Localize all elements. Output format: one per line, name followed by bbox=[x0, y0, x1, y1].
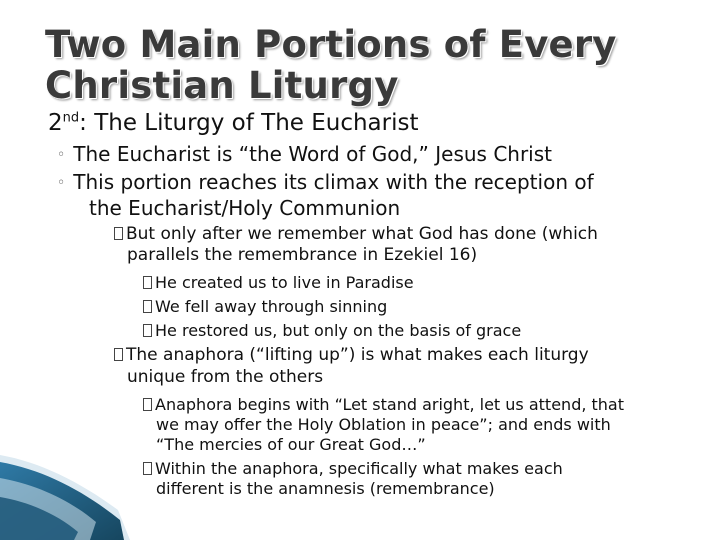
level3-item-1-continuation bbox=[127, 245, 477, 266]
level4-item-2 bbox=[143, 297, 387, 316]
level3-item-1-text-line1: But only after we remember what God has done (which bbox=[126, 224, 598, 244]
level2-item-2 bbox=[57, 169, 594, 196]
level4-item-1 bbox=[143, 273, 414, 292]
box-bullet-icon bbox=[114, 227, 123, 240]
level3-item-2 bbox=[114, 345, 589, 366]
box-bullet-icon bbox=[143, 300, 152, 313]
level4-item-3 bbox=[143, 321, 521, 340]
title-line-2: Christian Liturgy bbox=[45, 64, 399, 107]
level4-item-4-continuation-1 bbox=[156, 415, 611, 434]
box-bullet-icon bbox=[114, 348, 123, 361]
level3-item-2-text-line2: unique from the others bbox=[127, 367, 324, 387]
level4-item-4-text-line3: “The mercies of our Great God…” bbox=[156, 435, 426, 454]
level1-prefix: 2 bbox=[48, 110, 63, 136]
level4-item-5-continuation bbox=[156, 479, 495, 498]
level2-item-2-text-line1: This portion reaches its climax with the reception of bbox=[73, 170, 594, 194]
level4-item-5-text-line1: Within the anaphora, specifically what makes each bbox=[155, 459, 563, 478]
box-bullet-icon bbox=[143, 324, 152, 337]
level4-item-4-text-line1: Anaphora begins with “Let stand aright, let us attend, that bbox=[155, 395, 625, 414]
level1-superscript: nd bbox=[62, 110, 80, 126]
level3-item-1 bbox=[114, 224, 598, 245]
box-bullet-icon bbox=[143, 462, 152, 475]
box-bullet-icon bbox=[143, 398, 152, 411]
level2-item-1 bbox=[57, 141, 552, 168]
level4-item-1-text: He created us to live in Paradise bbox=[155, 273, 414, 292]
level2-item-1-text: The Eucharist is “the Word of God,” Jesus Christ bbox=[73, 142, 552, 166]
level3-item-2-text-line1: The anaphora (“lifting up”) is what makes each liturgy bbox=[126, 345, 589, 365]
slide-title bbox=[45, 24, 685, 106]
box-bullet-icon bbox=[143, 276, 152, 289]
ring-bullet-icon: ◦ bbox=[57, 147, 66, 163]
level2-item-2-text-line2: the Eucharist/Holy Communion bbox=[89, 196, 401, 220]
level4-item-5 bbox=[143, 459, 563, 478]
level2-item-2-continuation bbox=[89, 195, 400, 221]
ring-bullet-icon: ◦ bbox=[57, 175, 66, 191]
level3-item-2-continuation bbox=[127, 367, 323, 388]
level4-item-4 bbox=[143, 395, 624, 414]
level4-item-4-text-line2: we may offer the Holy Oblation in peace”; and ends with bbox=[156, 415, 611, 434]
level3-item-1-text-line2: parallels the remembrance in Ezekiel 16) bbox=[127, 245, 478, 265]
level4-item-4-continuation-2 bbox=[156, 435, 426, 454]
level1-bullet-item bbox=[45, 108, 419, 138]
level1-text: : The Liturgy of The Eucharist bbox=[79, 110, 419, 136]
level4-item-3-text: He restored us, but only on the basis of grace bbox=[155, 321, 522, 340]
title-line-1: Two Main Portions of Every bbox=[45, 23, 617, 66]
level4-item-5-text-line2: different is the anamnesis (remembrance) bbox=[156, 479, 495, 498]
level4-item-2-text: We fell away through sinning bbox=[155, 297, 388, 316]
